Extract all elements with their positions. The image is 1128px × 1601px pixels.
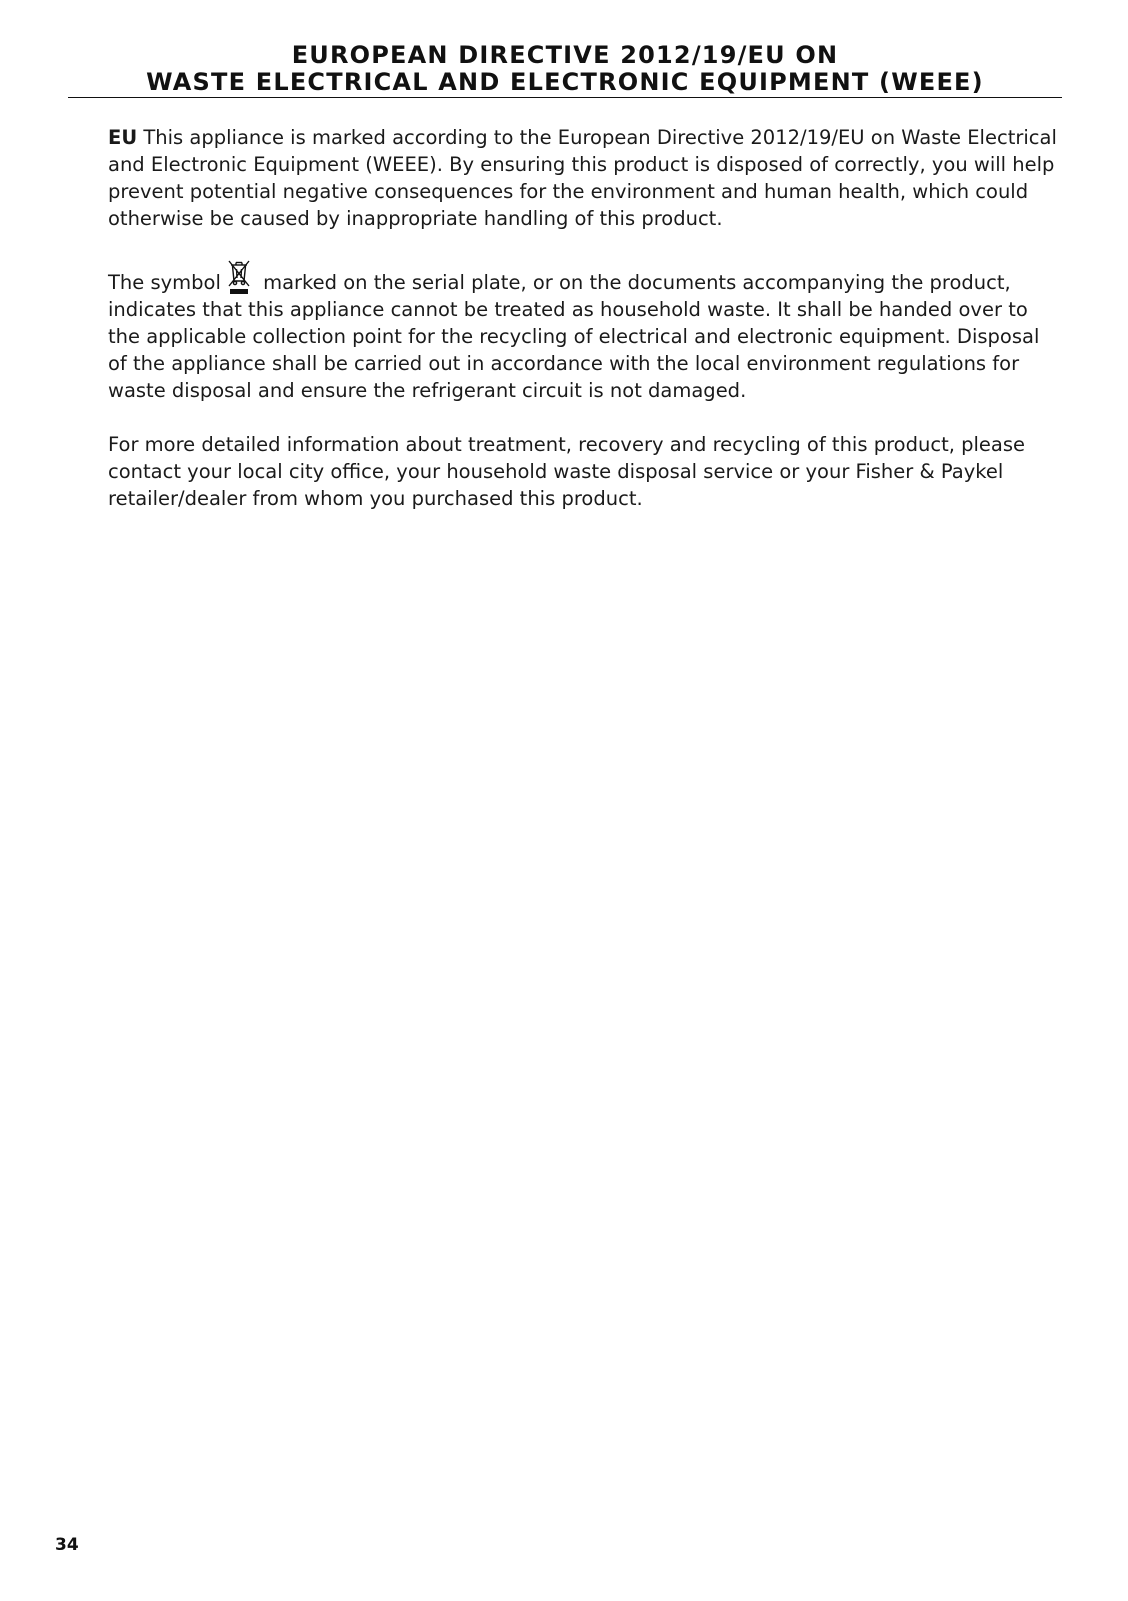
paragraph-2-intro: The symbol (108, 271, 221, 294)
page-title-line-2: WASTE ELECTRICAL AND ELECTRONIC EQUIPMENT (WEEE) (146, 68, 984, 96)
page-title (68, 42, 1062, 96)
page-title-line-1: EUROPEAN DIRECTIVE 2012/19/EU ON (291, 41, 839, 69)
page-number: 34 (55, 1535, 79, 1555)
paragraph-symbol (108, 259, 1063, 404)
paragraph-eu-directive (108, 124, 1063, 232)
paragraph-contact: For more detailed information about treatment, recovery and recycling of this product, please contact your local city office, your household waste disposal service or your Fisher & Paykel retailer/dealer from whom you purchased this product. (108, 433, 1026, 510)
eu-label: EU (108, 126, 138, 149)
crossed-out-wheeled-bin-icon (225, 259, 253, 295)
paragraph-1-text: This appliance is marked according to the European Directive 2012/19/EU on Waste Electrical and Electronic Equipment (WEEE). By ensuring this product is disposed of correctly, you will help prevent potential negative consequences for the environment and human health, which could otherwise be caused by inappropriate handling of this product. (108, 126, 1057, 230)
document-body (108, 124, 1063, 539)
title-divider (68, 97, 1062, 98)
paragraph-2-text: marked on the serial plate, or on the documents accompanying the product, indicates that this appliance cannot be treated as household waste. It shall be handed over to the applicable collection point for the recycling of electrical and electronic equipment. Disposal of the appliance shall be carried out in accordance with the local environment regulations for waste disposal and ensure the refrigerant circuit is not damaged. (108, 271, 1040, 402)
